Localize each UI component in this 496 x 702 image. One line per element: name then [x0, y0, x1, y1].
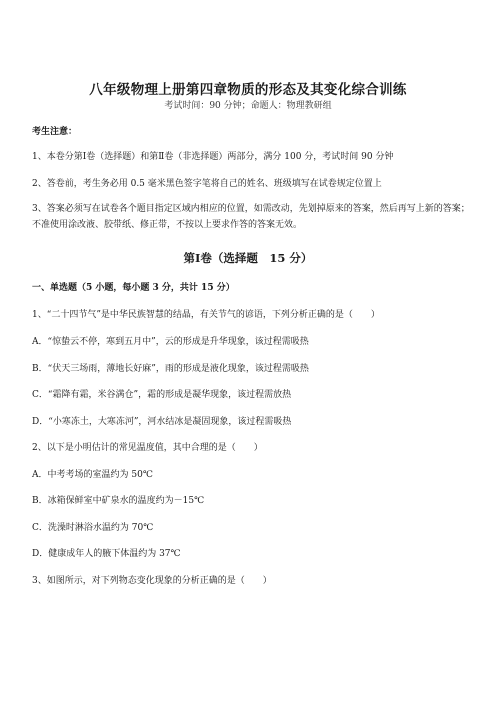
question-2-option-d: D．健康成年人的腋下体温约为 37℃ — [32, 549, 181, 559]
exam-subtitle: 考试时间：90 分钟；命题人：物理教研组 — [164, 101, 332, 111]
notice-item-1: 1、本卷分第Ⅰ卷（选择题）和第Ⅱ卷（非选择题）两部分，满分 100 分，考试时间 90 分钟 — [32, 152, 394, 162]
part-heading: 一、单选题（5 小题，每小题 3 分，共计 15 分） — [32, 283, 235, 293]
question-2-option-a: A．中考考场的室温约为 50℃ — [32, 470, 153, 480]
question-1-option-a: A．“惊蛰云不停，寒到五月中”，云的形成是升华现象，该过程需吸热 — [32, 337, 309, 347]
notice-heading: 考生注意： — [32, 127, 78, 137]
question-1-option-c: C．“霜降有霜，米谷满仓”，霜的形成是凝华现象，该过程需放热 — [32, 390, 292, 400]
notice-item-3: 3、答案必须写在试卷各个题目指定区域内相应的位置，如需改动，先划掉原来的答案，然后再写上新的答案；不准使用涂改液、胶带纸、修正带，不按以上要求作答的答案无效。 — [32, 204, 470, 230]
question-2-option-b: B．冰箱保鲜室中矿泉水的温度约为－15℃ — [32, 496, 205, 506]
question-2-option-c: C．洗澡时淋浴水温约为 70℃ — [32, 523, 154, 533]
notice-item-2: 2、答卷前，考生务必用 0.5 毫米黑色签字笔将自己的姓名、班级填写在试卷规定位置上 — [32, 179, 382, 189]
section-title: 第Ⅰ卷（选择题 15 分） — [183, 251, 313, 265]
question-2-stem: 2、以下是小明估计的常见温度值，其中合理的是（ ） — [32, 443, 263, 453]
exam-title: 八年级物理上册第四章物质的形态及其变化综合训练 — [89, 82, 407, 98]
question-3-stem: 3、如图所示，对下列物态变化现象的分析正确的是（ ） — [32, 576, 272, 586]
question-1-stem: 1、“二十四节气”是中华民族智慧的结晶，有关节气的谚语，下列分析正确的是（ ） — [32, 310, 380, 320]
question-1-option-b: B．“伏天三场雨，薄地长好麻”，雨的形成是液化现象，该过程需吸热 — [32, 364, 309, 374]
question-1-option-d: D．“小寒冻土，大寒冻河”，河水结冰是凝固现象，该过程需吸热 — [32, 417, 292, 427]
